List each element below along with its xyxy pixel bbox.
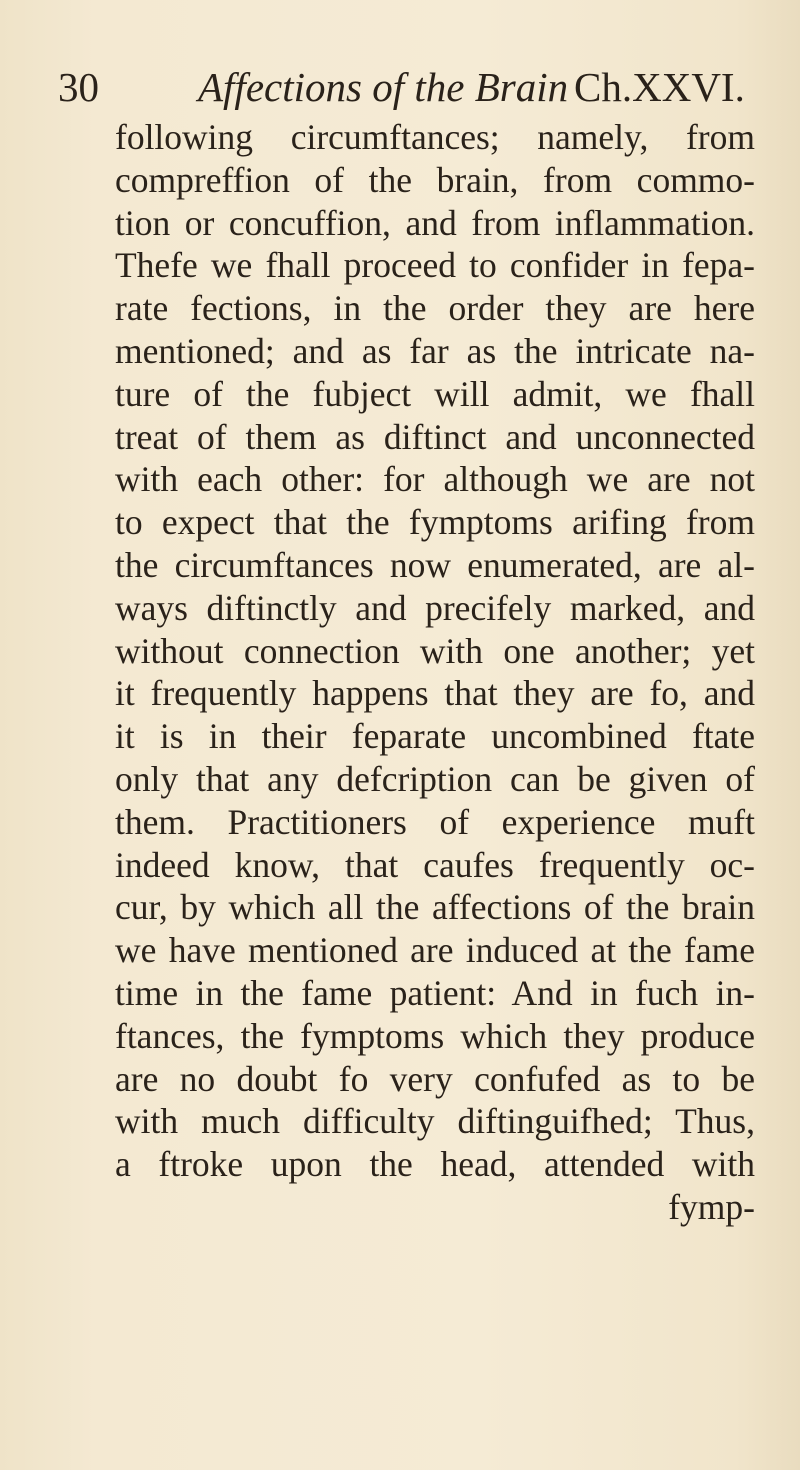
text-line: a ftroke upon the head, attended with: [115, 1144, 755, 1185]
text-line: without connection with one another; yet: [115, 630, 755, 671]
page-number: 30: [58, 64, 99, 110]
page-header: [58, 62, 745, 112]
text-line: ture of the fubject will admit, we fhall: [115, 373, 755, 414]
text-line: ftances, the fymptoms which they produce: [115, 1015, 755, 1056]
catchword: fymp-: [668, 1186, 755, 1227]
text-line: following circumftances; namely, from: [115, 117, 755, 157]
text-line: it is in their feparate uncombined ftate: [115, 716, 755, 757]
text-line: treat of them as diftinct and unconnected: [115, 416, 755, 457]
text-line: the circumftances now enumerated, are al-: [115, 544, 755, 585]
text-line: cur, by which all the affections of the brain: [115, 887, 755, 928]
chapter-label: Ch.XXVI.: [574, 64, 745, 110]
body-text: [115, 116, 755, 1229]
text-line: to expect that the fymptoms arifing from: [115, 502, 755, 543]
text-line: rate fections, in the order they are here: [115, 288, 755, 329]
text-line: indeed know, that caufes frequently oc-: [115, 844, 755, 885]
text-line: it frequently happens that they are fo, and: [115, 673, 755, 714]
text-line: tion or concuffion, and from inflammation.: [115, 202, 755, 243]
text-line: Thefe we fhall proceed to confider in fepa-: [115, 245, 755, 286]
text-line: mentioned; and as far as the intricate na-: [115, 330, 755, 371]
text-line: them. Practitioners of experience muft: [115, 801, 755, 842]
running-title: Affections of the Brain: [198, 64, 569, 110]
text-line: with each other: for although we are not: [115, 459, 755, 500]
text-line: we have mentioned are induced at the fame: [115, 930, 755, 971]
text-line: are no doubt fo very confufed as to be: [115, 1058, 755, 1099]
text-line: only that any defcription can be given of: [115, 758, 755, 799]
text-line: compreffion of the brain, from commo-: [115, 159, 755, 200]
text-line: with much difficulty diftinguifhed; Thus,: [115, 1101, 755, 1142]
text-line: time in the fame patient: And in fuch in-: [115, 972, 755, 1013]
text-line: ways diftinctly and precifely marked, and: [115, 587, 755, 628]
